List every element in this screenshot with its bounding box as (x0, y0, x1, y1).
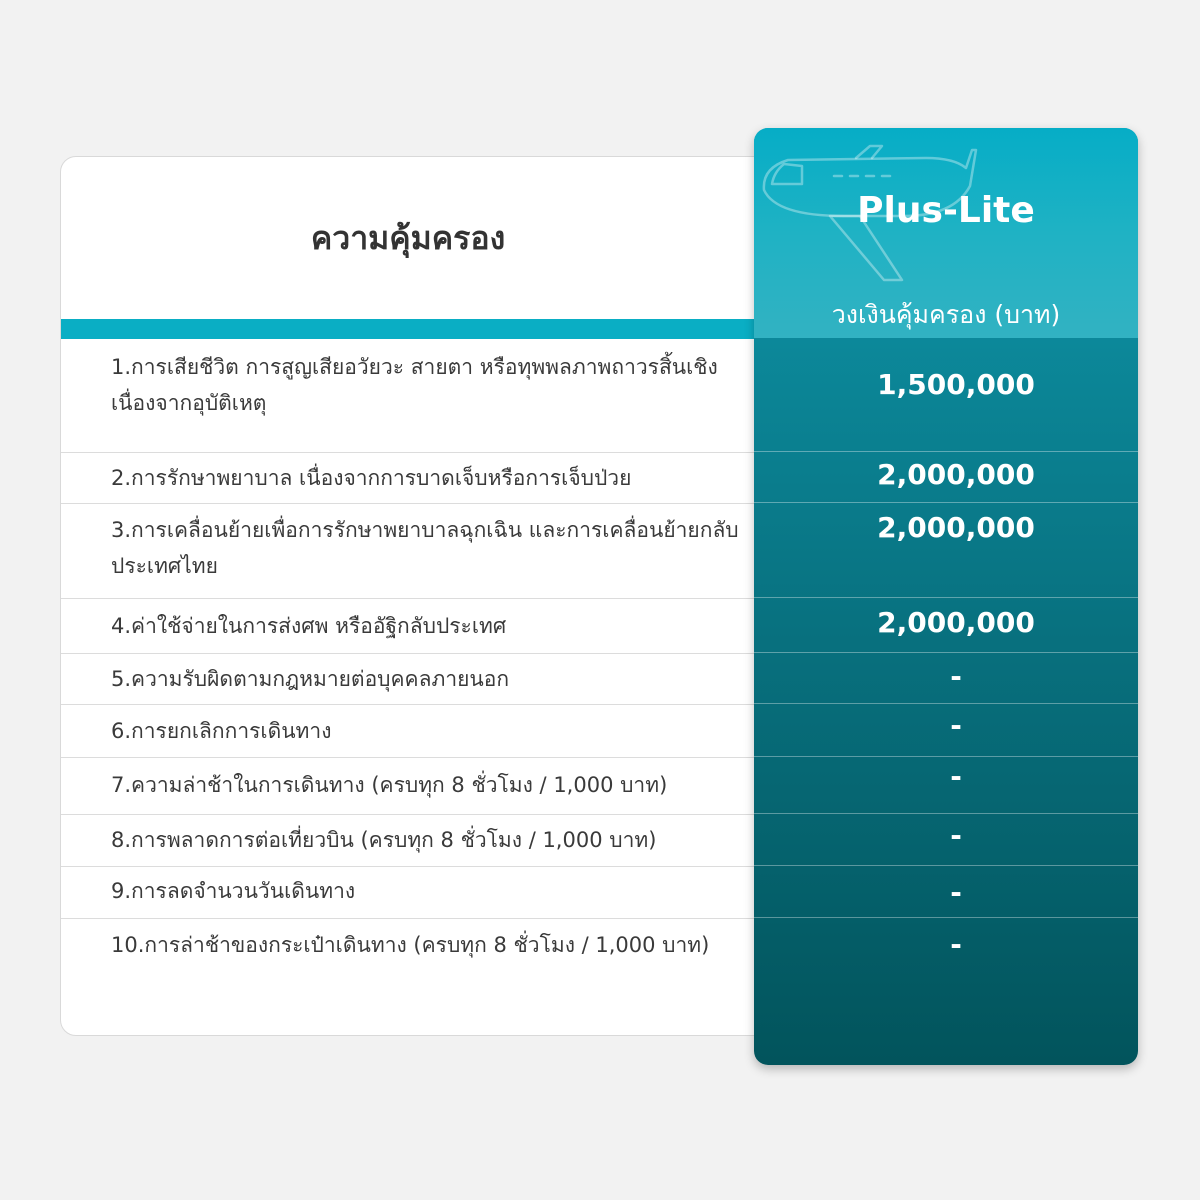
plan-value: - (950, 928, 962, 961)
plan-subtitle: วงเงินคุ้มครอง (บาท) (831, 300, 1061, 329)
plan-value-row (754, 866, 1138, 918)
coverage-label: 10.การล่าช้าของกระเป๋าเดินทาง (ครบทุก 8 ชั่วโมง / 1,000 บาท) (111, 933, 710, 957)
coverage-label: 8.การพลาดการต่อเที่ยวบิน (ครบทุก 8 ชั่วโมง / 1,000 บาท) (111, 828, 657, 852)
coverage-label: 6.การยกเลิกการเดินทาง (111, 719, 332, 743)
coverage-row (61, 654, 755, 705)
coverage-label: 3.การเคลื่อนย้ายเพื่อการรักษาพยาบาลฉุกเฉิน และการเคลื่อนย้ายกลับประเทศไทย (111, 518, 739, 578)
plan-value-row (754, 653, 1138, 704)
plan-value: - (950, 709, 962, 742)
plan-value: 2,000,000 (877, 511, 1035, 544)
plan-value-row (754, 918, 1138, 978)
plan-value-list (754, 338, 1138, 978)
coverage-label: 9.การลดจำนวนวันเดินทาง (111, 879, 356, 903)
plan-value: 1,500,000 (877, 368, 1035, 401)
plan-value-row (754, 503, 1138, 598)
plan-value-row (754, 598, 1138, 653)
plan-column (754, 128, 1138, 1065)
coverage-row (61, 758, 755, 815)
coverage-row (61, 705, 755, 758)
coverage-label: 7.ความล่าช้าในการเดินทาง (ครบทุก 8 ชั่วโมง / 1,000 บาท) (111, 773, 668, 797)
plan-name: Plus-Lite (857, 190, 1035, 231)
coverage-row (61, 867, 755, 919)
coverage-row (61, 453, 755, 504)
plan-value-row (754, 704, 1138, 757)
header-accent-bar (61, 319, 779, 339)
coverage-list (61, 339, 755, 979)
plan-value-row (754, 338, 1138, 452)
coverage-label: 1.การเสียชีวิต การสูญเสียอวัยวะ สายตา หรือทุพพลภาพถาวรสิ้นเชิงเนื่องจากอุบัติเหตุ (111, 355, 718, 415)
plan-header (754, 128, 1138, 338)
coverage-row (61, 504, 755, 599)
coverage-title: ความคุ้มครอง (310, 218, 506, 257)
plan-value: - (950, 660, 962, 693)
coverage-card (60, 156, 780, 1036)
coverage-row (61, 919, 755, 979)
plan-value-row (754, 452, 1138, 503)
coverage-row (61, 815, 755, 867)
plan-value-row (754, 814, 1138, 866)
plan-value: 2,000,000 (877, 606, 1035, 639)
coverage-row (61, 339, 755, 453)
plan-value: - (950, 819, 962, 852)
coverage-label: 4.ค่าใช้จ่ายในการส่งศพ หรืออัฐิกลับประเทศ (111, 614, 507, 638)
plan-value: 2,000,000 (877, 458, 1035, 491)
plan-value-row (754, 757, 1138, 814)
coverage-row (61, 599, 755, 654)
plan-value: - (950, 760, 962, 793)
plan-value: - (950, 876, 962, 909)
coverage-label: 2.การรักษาพยาบาล เนื่องจากการบาดเจ็บหรือการเจ็บป่วย (111, 466, 632, 490)
coverage-label: 5.ความรับผิดตามกฎหมายต่อบุคคลภายนอก (111, 667, 510, 691)
